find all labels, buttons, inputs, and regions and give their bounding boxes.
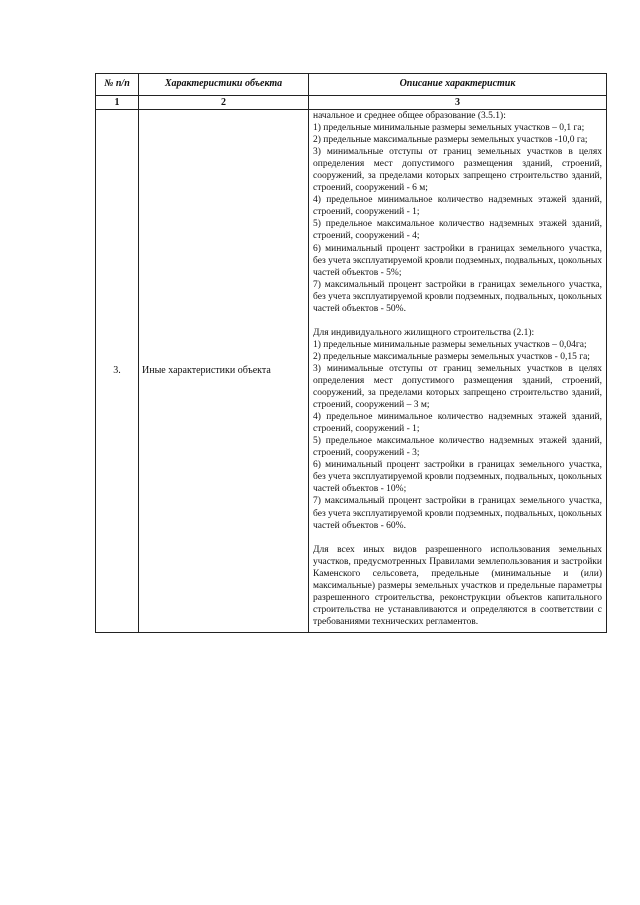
education-block bbox=[313, 110, 602, 315]
column-number-2: 2 bbox=[139, 96, 309, 110]
education-item-7: 7) максимальный процент застройки в границах земельного участка, без учета эксплуатируемой кровли подземных, подвальных, цокольных частей объектов - 50%. bbox=[313, 279, 602, 314]
spacer bbox=[313, 315, 602, 327]
housing-item-1: 1) предельные минимальные размеры земельных участков – 0,04га; bbox=[313, 339, 587, 350]
column-number-3: 3 bbox=[309, 96, 607, 110]
characteristics-table bbox=[95, 73, 607, 633]
housing-heading: Для индивидуального жилищного строительства (2.1): bbox=[313, 327, 535, 338]
education-item-6: 6) минимальный процент застройки в границах земельного участка, без учета эксплуатируемой кровли подземных, подвальных, цокольных частей объектов - 5%; bbox=[313, 243, 602, 278]
housing-item-2: 2) предельные максимальные размеры земельных участков - 0,15 га; bbox=[313, 351, 590, 362]
column-number-row bbox=[96, 96, 607, 110]
education-item-2: 2) предельные максимальные размеры земельных участков -10,0 га; bbox=[313, 135, 588, 146]
education-item-4: 4) предельное минимальное количество надземных этажей зданий, строений, сооружений - 1; bbox=[313, 195, 602, 218]
education-heading: начальное и среднее общее образование (3.5.1): bbox=[313, 111, 506, 121]
education-item-1: 1) предельные минимальные размеры земельных участков – 0,1 га; bbox=[313, 123, 585, 134]
housing-item-5: 5) предельное максимальное количество надземных этажей зданий, строений, сооружений - 3; bbox=[313, 436, 602, 459]
housing-item-6: 6) минимальный процент застройки в границах земельного участка, без учета эксплуатируемой кровли подземных, подвальных, цокольных частей объектов - 10%; bbox=[313, 460, 602, 495]
header-number: № п/п bbox=[96, 74, 139, 96]
header-characteristics: Характеристики объекта bbox=[139, 74, 309, 96]
education-item-5: 5) предельное максимальное количество надземных этажей зданий, строений, сооружений - 4; bbox=[313, 219, 602, 242]
row-number: 3. bbox=[96, 110, 139, 633]
spacer bbox=[313, 532, 602, 544]
row-description bbox=[309, 110, 607, 633]
housing-item-4: 4) предельное минимальное количество надземных этажей зданий, строений, сооружений - 1; bbox=[313, 412, 602, 435]
row-characteristic: Иные характеристики объекта bbox=[139, 110, 309, 633]
column-number-1: 1 bbox=[96, 96, 139, 110]
education-item-3: 3) минимальные отступы от границ земельных участков в целях определения мест допустимого размещения зданий, строений, сооружений, за пределами которых запрещено строительство зданий, строений, сооружений - 6 м; bbox=[313, 147, 602, 194]
housing-block bbox=[313, 327, 602, 532]
table-row bbox=[96, 110, 607, 633]
header-description: Описание характеристик bbox=[309, 74, 607, 96]
housing-item-3: 3) минимальные отступы от границ земельных участков в целях определения мест допустимого размещения зданий, строений, сооружений, за пределами которых запрещено строительство зданий, строений, сооружений – 3 м; bbox=[313, 363, 602, 411]
header-row bbox=[96, 74, 607, 96]
housing-item-7: 7) максимальный процент застройки в границах земельного участка, без учета эксплуатируемой кровли подземных, подвальных, цокольных частей объектов - 60%. bbox=[313, 496, 602, 531]
final-paragraph: Для всех иных видов разрешенного использования земельных участков, предусмотренных Правилами землепользования и застройки Каменского сельсовета, предельные (минимальные и (или) максимальные) размеры земельных участков и предельные параметры разрешенного строительства, реконструкции объектов капитального строительства не устанавливаются и определяются в соответствии с требованиями технических регламентов. bbox=[313, 544, 602, 627]
